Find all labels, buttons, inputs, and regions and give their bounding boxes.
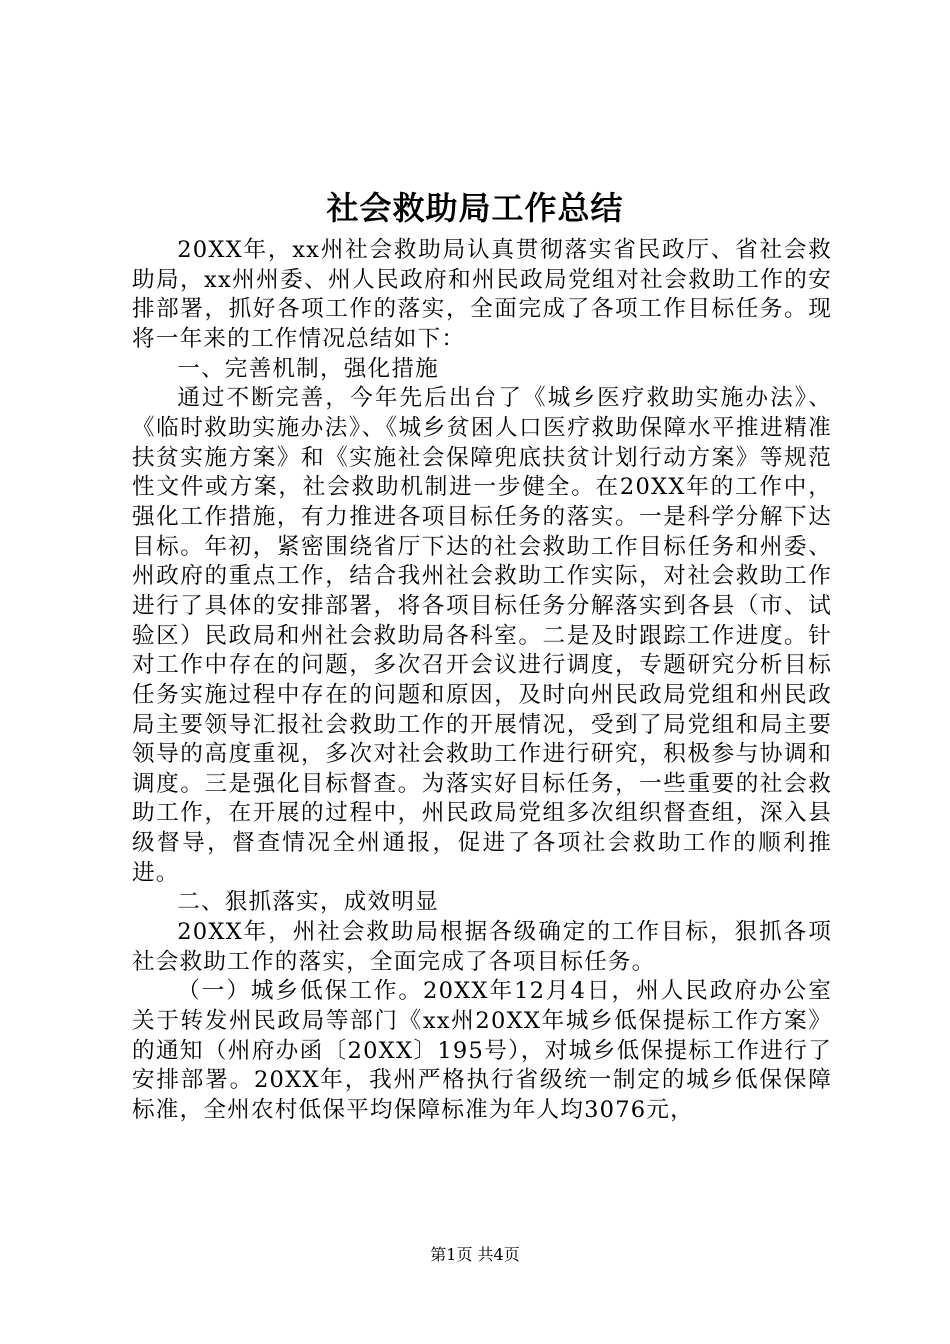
document-title: 社会救助局工作总结	[326, 189, 624, 227]
document-body	[132, 236, 832, 1126]
section-2-intro-paragraph: 20XX年，州社会救助局根据各级确定的工作目标，狠抓各项社会救助工作的落实，全面完成了各项目标任务。	[132, 919, 832, 975]
subsection-1-paragraph: （一）城乡低保工作。20XX年12月4日，州人民政府办公室关于转发州民政局等部门《xx州20XX年城乡低保提标工作方案》的通知（州府办函〔20XX〕195号），对城乡低保提标工作进行了安排部署。20XX年，我州严格执行省级统一制定的城乡低保保障标准，全州农村低保平均保障标准为年人均3076元，	[132, 978, 832, 1124]
intro-paragraph: 20XX年，xx州社会救助局认真贯彻落实省民政厅、省社会救助局，xx州州委、州人民政府和州民政局党组对社会救助工作的安排部署，抓好各项工作的落实，全面完成了各项工作目标任务。现将一年来的工作情况总结如下：	[132, 237, 832, 352]
section-heading-1: 一、完善机制，强化措施	[177, 355, 439, 382]
section-heading-2: 二、狠抓落实，成效明显	[177, 889, 439, 916]
page-footer: 第1页 共4页	[430, 1245, 520, 1264]
section-1-paragraph: 通过不断完善，今年先后出台了《城乡医疗救助实施办法》、《临时救助实施办法》、《城乡贫困人口医疗救助保障水平推进精准扶贫实施方案》和《实施社会保障兜底扶贫计划行动方案》等规范性文件或方案，社会救助机制进一步健全。在20XX年的工作中，强化工作措施，有力推进各项目标任务的落实。一是科学分解下达目标。年初，紧密围绕省厅下达的社会救助工作目标任务和州委、州政府的重点工作，结合我州社会救助工作实际，对社会救助工作进行了具体的安排部署，将各项目标任务分解落实到各县（市、试验区）民政局和州社会救助局各科室。二是及时跟踪工作进度。针对工作中存在的问题，多次召开会议进行调度，专题研究分析目标任务实施过程中存在的问题和原因，及时向州民政局党组和州民政局主要领导汇报社会救助工作的开展情况，受到了局党组和局主要领导的高度重视，多次对社会救助工作进行研究，积极参与协调和调度。三是强化目标督查。为落实好目标任务，一些重要的社会救助工作，在开展的过程中，州民政局党组多次组织督查组，深入县级督导，督查情况全州通报，促进了各项社会救助工作的顺利推进。	[132, 385, 832, 886]
